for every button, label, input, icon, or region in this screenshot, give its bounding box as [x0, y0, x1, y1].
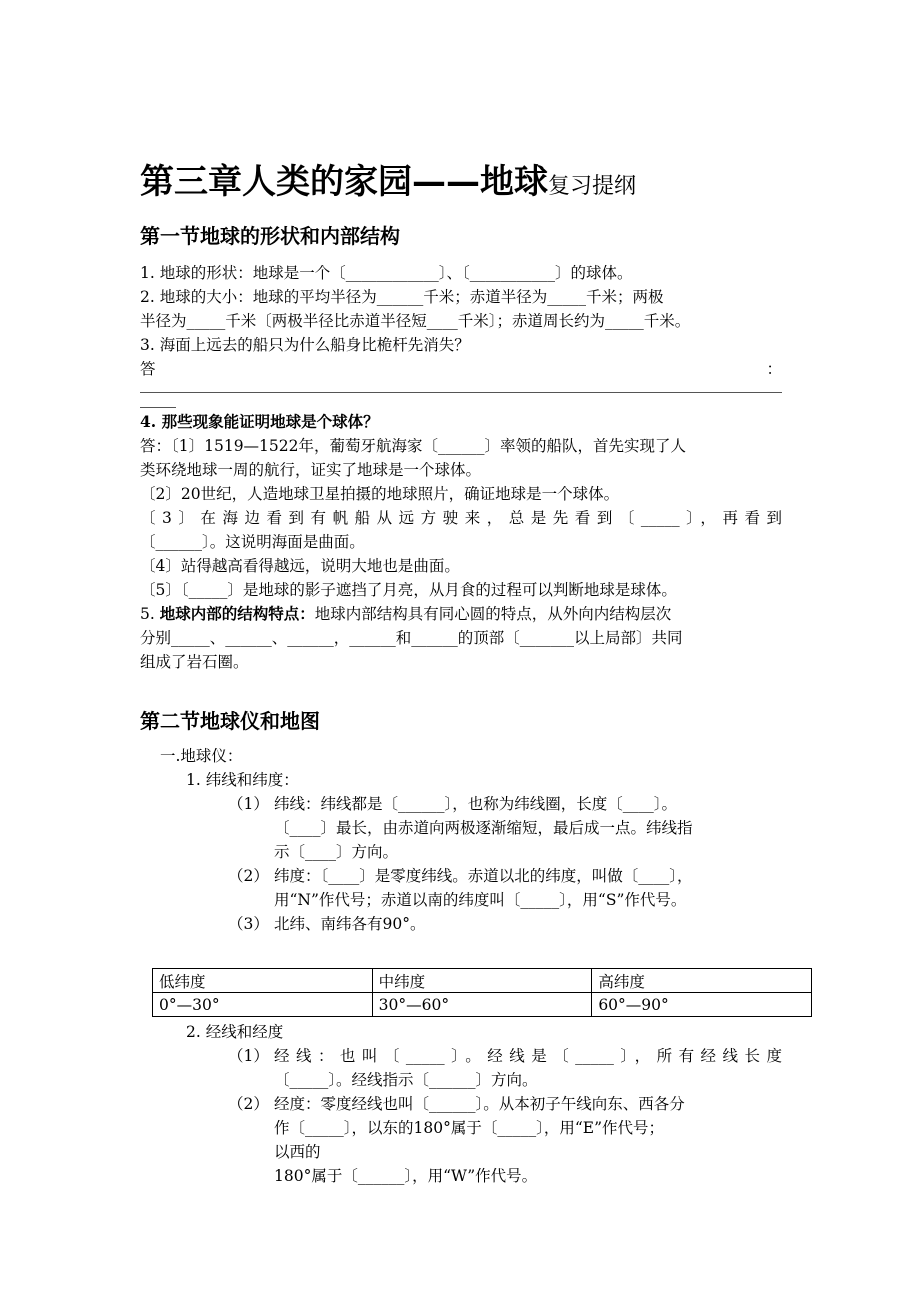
- longitude-item-1: [140, 1044, 782, 1092]
- table-row: [153, 993, 812, 1017]
- latitude-item-1b: 〔____〕最长，由赤道向两极逐渐缩短，最后成一点。纬线指: [274, 819, 693, 837]
- longitude-item-2d: 180°属于〔______〕，用“W”作代号。: [274, 1167, 538, 1185]
- answer-label: 答: [140, 360, 156, 378]
- table-cell: 30°—60°: [372, 993, 592, 1017]
- table-header-row: [153, 969, 812, 993]
- answer-3b: 〔______〕。这说明海面是曲面。: [140, 533, 365, 551]
- answer-5: 〔5〕〔_____〕是地球的影子遮挡了月亮，从月食的过程可以判断地球是球体。: [140, 581, 677, 599]
- section2-heading: 第二节地球仪和地图: [140, 709, 320, 733]
- longitude-item-2: [140, 1092, 782, 1188]
- latitude-heading: 1. 纬线和纬度：: [186, 771, 299, 789]
- latitude-item-3: [140, 912, 782, 936]
- latitude-item-1a: 纬线：纬线都是〔______〕，也称为纬线圈，长度〔____〕。: [274, 795, 678, 813]
- document-page: [140, 160, 782, 936]
- longitude-item-2-num: （2）: [228, 1095, 269, 1113]
- answer-colon: ：: [766, 360, 782, 378]
- longitude-item-2a: 经度：零度经线也叫〔______〕。从本初子午线向东、西各分: [274, 1095, 685, 1113]
- answer-line: [140, 357, 782, 381]
- answer-4: 〔4〕站得越高看得越远，说明大地也是曲面。: [140, 557, 460, 575]
- longitude-heading: 2. 经线和经度: [186, 1023, 284, 1041]
- section1-heading: 第一节地球的形状和内部结构: [140, 224, 400, 248]
- table-header-cell: 低纬度: [153, 969, 373, 993]
- latitude-item-1-num: （1）: [228, 795, 269, 813]
- latitude-item-2b: 用“N”作代号；赤道以南的纬度叫〔_____〕，用“S”作代号。: [274, 891, 687, 909]
- title-sub: 复习提纲: [548, 174, 637, 199]
- latitude-item-3-num: （3）: [228, 915, 269, 933]
- latitude-table: [152, 968, 812, 1017]
- answer-1a: 答：〔1〕1519—1522年，葡萄牙航海家〔______〕率领的船队，首先实现了人: [140, 437, 687, 455]
- globe-heading: 一.地球仪：: [160, 747, 243, 765]
- table-header-cell: 中纬度: [372, 969, 592, 993]
- longitude-section: [140, 1020, 782, 1188]
- longitude-item-1b: 〔_____〕。经线指示〔______〕方向。: [274, 1071, 538, 1089]
- item-1: 1. 地球的形状：地球是一个〔____________〕、〔___________〕的球体。: [140, 264, 633, 282]
- latitude-item-2a: 纬度：〔____〕是零度纬线。赤道以北的纬度，叫做〔____〕，: [274, 867, 693, 885]
- longitude-item-2b: 作〔_____〕，以东的180°属于〔_____〕，用“E”作代号；: [274, 1119, 664, 1137]
- answer-1b: 类环绕地球一周的航行，证实了地球是一个球体。: [140, 461, 482, 479]
- question-5-text: 地球内部结构具有同心圆的特点，从外向内结构层次: [314, 605, 672, 623]
- answer-blank-stub: [140, 393, 176, 408]
- latitude-item-1c: 示〔____〕方向。: [274, 843, 399, 861]
- latitude-item-2-num: （2）: [228, 867, 269, 885]
- latitude-item-1: [140, 792, 782, 864]
- longitude-item-1-num: （1）: [228, 1047, 269, 1065]
- question-5: [140, 602, 782, 626]
- longitude-item-2c: 以西的: [274, 1143, 321, 1161]
- question-5b: 分别_____、______、______，______和______的顶部〔_______以上局部〕共同: [140, 629, 683, 647]
- document-title: [140, 160, 782, 209]
- item-3: 3. 海面上远去的船只为什么船身比桅杆先消失？: [140, 336, 470, 354]
- latitude-item-2: [140, 864, 782, 912]
- question-5-bold: 地球内部的结构特点：: [159, 604, 315, 623]
- answer-blank-line: [140, 391, 782, 393]
- answer-2: 〔2〕20世纪，人造地球卫星拍摄的地球照片，确证地球是一个球体。: [140, 485, 620, 503]
- table-header-cell: 高纬度: [592, 969, 812, 993]
- item-2a: 2. 地球的大小：地球的平均半径为______千米；赤道半径为_____千米；两极: [140, 288, 664, 306]
- question-5-num: 5.: [140, 605, 160, 623]
- question-4: 4. 那些现象能证明地球是个球体？: [140, 412, 379, 431]
- title-main: 第三章人类的家园——地球: [140, 162, 548, 202]
- table-cell: 0°—30°: [153, 993, 373, 1017]
- latitude-item-3a: 北纬、南纬各有90°。: [274, 915, 426, 933]
- item-2b: 半径为_____千米〔两极半径比赤道半径短____千米〕；赤道周长约为_____千米。: [140, 312, 691, 330]
- question-5c: 组成了岩石圈。: [140, 653, 249, 671]
- table-cell: 60°—90°: [592, 993, 812, 1017]
- longitude-item-1a: 经线：也叫〔_____〕。经线是〔_____〕，所有经线长度: [274, 1047, 782, 1065]
- answer-3a: 〔3〕在海边看到有帆船从远方驶来，总是先看到〔_____〕，再看到: [140, 509, 782, 527]
